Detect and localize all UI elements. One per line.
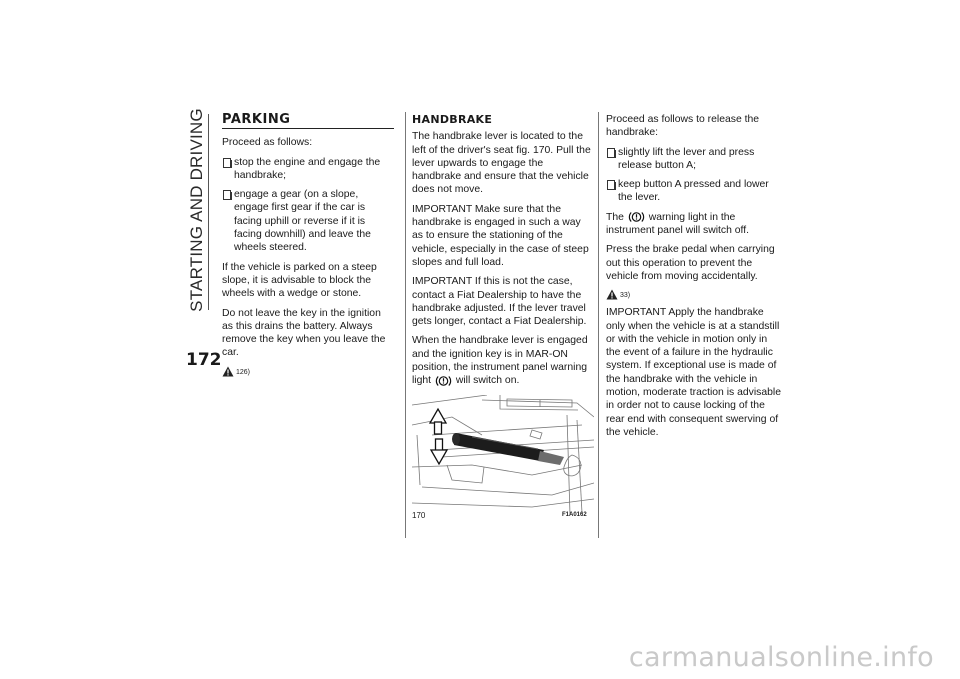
handbrake-para-2-start: When the handbrake lever is engaged and the ignition key is in MAR-ON position, the instrument panel warning light xyxy=(412,335,588,387)
column-parking xyxy=(222,113,394,383)
column-divider xyxy=(598,112,599,538)
section-title-vertical xyxy=(183,110,211,310)
handbrake-important-2: IMPORTANT If this is not the case, contact a Fiat Dealership to have the handbrake adjusted. If the lever travel gets longer, contact a Fiat Dealership. xyxy=(412,276,587,328)
brake-warning-light-icon xyxy=(435,375,452,387)
release-para-1-end: warning light in the instrument panel will switch off. xyxy=(606,211,750,237)
parking-step-1-text: stop the engine and engage the handbrake; xyxy=(234,156,381,181)
checkbox-bullet-icon xyxy=(607,180,615,190)
handbrake-para-2 xyxy=(412,334,592,387)
section-title-text: STARTING AND DRIVING xyxy=(187,108,206,312)
parking-para-1: If the vehicle is parked on a steep slope, it is advisable to block the wheels with a wedge or stone. xyxy=(222,261,377,300)
brake-warning-light-icon xyxy=(628,211,645,223)
figure-code: F1A0162 xyxy=(562,512,587,518)
release-step-2-text: keep button A pressed and lower the lever. xyxy=(618,179,769,204)
release-important: IMPORTANT Apply the handbrake only when the vehicle is at a standstill or with the vehicle in motion only in the event of a failure in the hydraulic system. If exceptional use is made of the handbrake with the vehicle in motion, moderate traction is advisable in order not to cause locking of the rear end with consequent swerving of the vehicle. xyxy=(606,307,781,438)
parking-step-2-text: engage a gear (on a slope, engage first gear if the car is facing uphill or reverse if it is facing downhill) and leave the wheels steered. xyxy=(234,189,371,254)
page-number: 172 xyxy=(186,350,222,370)
parking-step-2 xyxy=(222,188,394,254)
release-para-2: Press the brake pedal when carrying out this operation to prevent the vehicle from moving accidentally. xyxy=(606,244,775,282)
heading-handbrake: HANDBRAKE xyxy=(412,113,493,126)
handbrake-important-1: IMPORTANT Make sure that the handbrake is engaged in such a way as to ensure the stationing of the vehicle, especially in the case of steep slopes and full load. xyxy=(412,203,589,268)
checkbox-bullet-icon xyxy=(223,158,231,168)
parking-para-2: Do not leave the key in the ignition as this drains the battery. Always remove the key when you leave the car. xyxy=(222,307,386,359)
parking-step-1 xyxy=(222,156,394,183)
handbrake-para-1: The handbrake lever is located to the left of the driver's seat fig. 170. Pull the lever upwards to engage the handbrake and ensure that the vehicle does not move. xyxy=(412,131,591,196)
release-intro: Proceed as follows to release the handbrake: xyxy=(606,114,760,139)
handbrake-figure xyxy=(412,395,594,521)
column-release xyxy=(606,113,782,445)
release-warning-ref xyxy=(606,289,782,300)
release-para-1 xyxy=(606,211,782,238)
checkbox-bullet-icon xyxy=(223,190,231,200)
parking-warning-ref-text: 126) xyxy=(236,368,251,376)
parking-intro: Proceed as follows: xyxy=(222,137,313,149)
column-divider xyxy=(405,112,406,538)
section-title-rule xyxy=(208,114,209,310)
release-para-1-start: The xyxy=(606,211,624,223)
checkbox-bullet-icon xyxy=(607,148,615,158)
warning-triangle-icon xyxy=(222,366,234,377)
figure-number: 170 xyxy=(412,511,426,520)
release-step-1-text: slightly lift the lever and press release button A; xyxy=(618,146,755,171)
release-step-2 xyxy=(606,178,782,205)
handbrake-para-2-end: will switch on. xyxy=(455,375,520,387)
watermark: carmanualsonline.info xyxy=(628,642,934,673)
parking-warning-ref xyxy=(222,366,394,377)
handbrake-lever-illustration xyxy=(412,395,594,521)
release-warning-ref-text: 33) xyxy=(620,292,631,300)
heading-parking: PARKING xyxy=(222,113,394,129)
warning-triangle-icon xyxy=(606,289,618,300)
column-handbrake xyxy=(412,113,592,394)
release-step-1 xyxy=(606,146,782,173)
